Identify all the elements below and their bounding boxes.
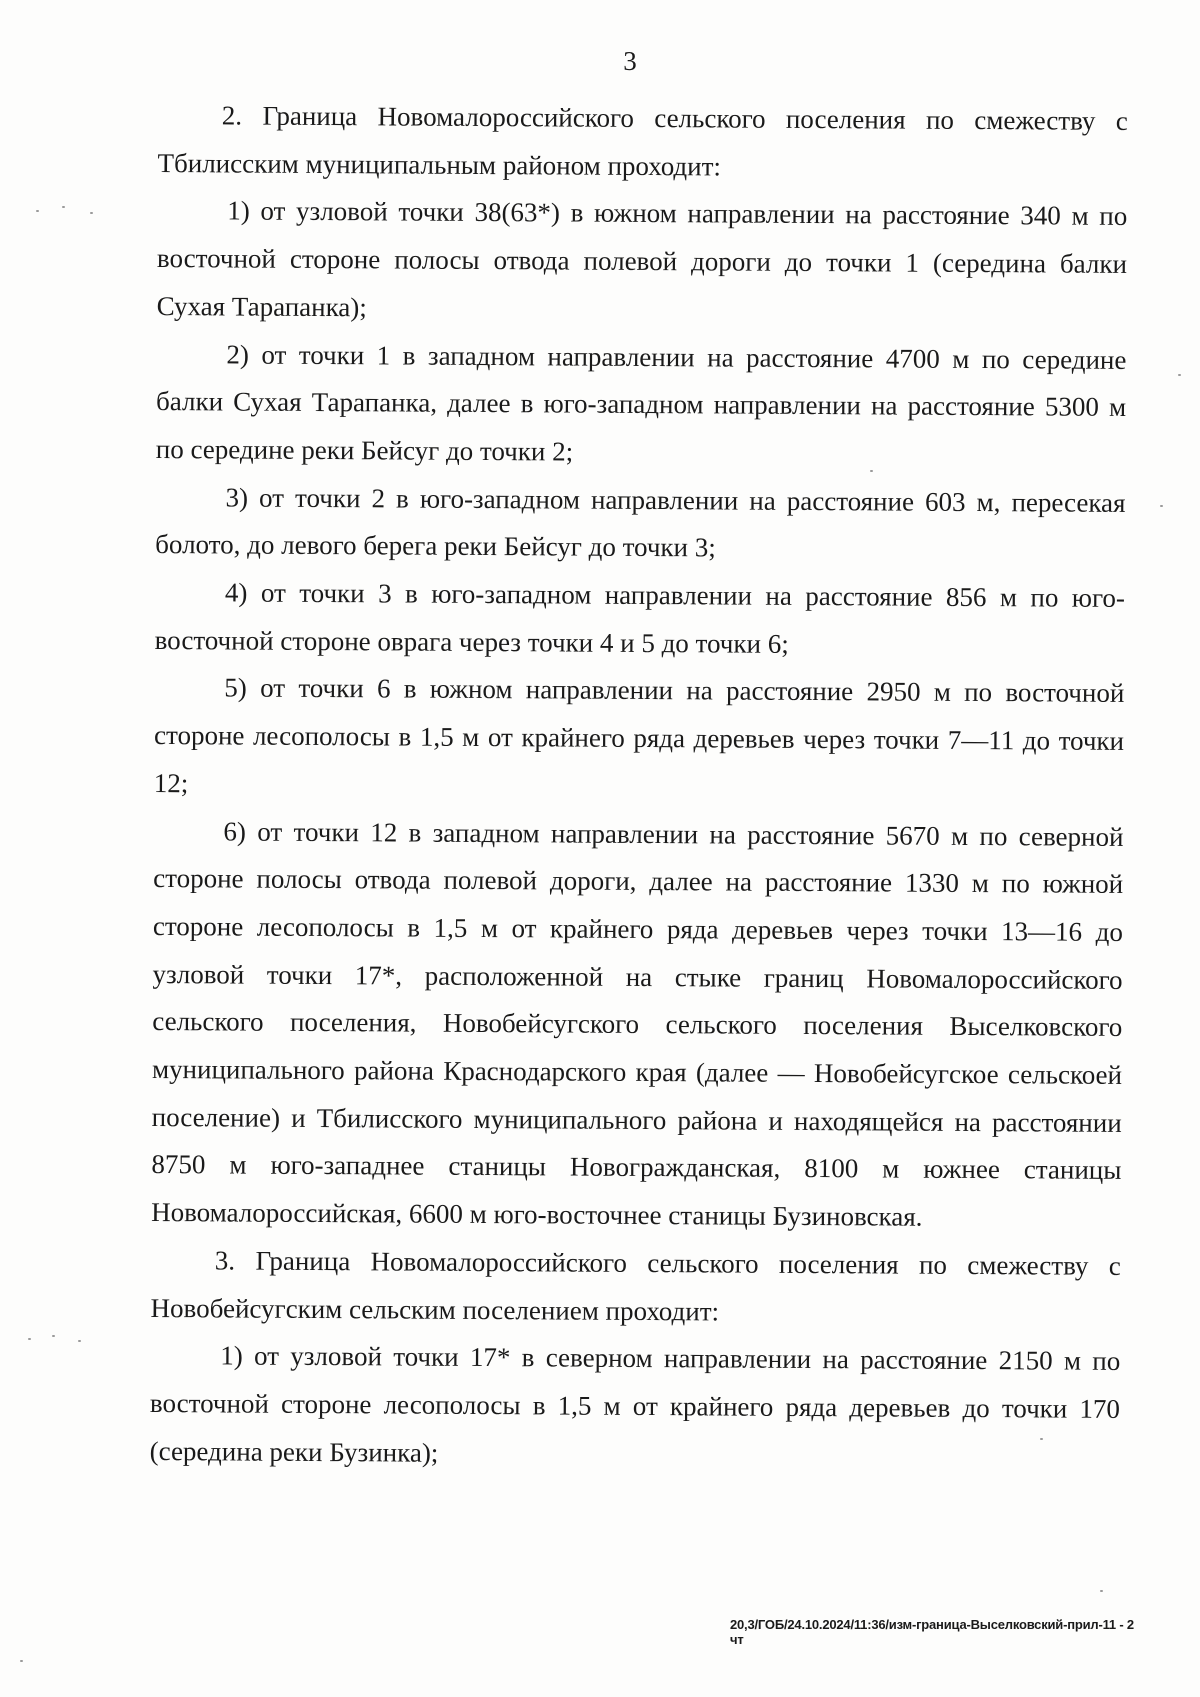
scan-speck xyxy=(1178,374,1181,376)
scan-speck xyxy=(1160,505,1163,507)
paragraph-item-2-2: 2) от точки 1 в западном направлении на расстояние 4700 м по середине балки Сухая Тарапанка, далее в юго-западном направлении на расстояние 5300 м по середине реки Бейсуг до точки 2; xyxy=(155,338,1127,467)
scan-speck xyxy=(870,470,873,472)
document-footer-stamp: 20,3/ГОБ/24.10.2024/11:36/изм-граница-Выселковский-прил-11 - 2 чт xyxy=(730,1617,1134,1647)
scan-speck xyxy=(78,1340,81,1342)
paragraph-item-3-1: 1) от узловой точки 17* в северном направлении на расстояние 2150 м по восточной стороне лесополосы в 1,5 м от крайнего ряда деревьев до точки 170 (середина реки Бузинка); xyxy=(149,1340,1121,1468)
scan-speck xyxy=(52,1335,55,1337)
paragraph-item-2-4: 4) от точки 3 в юго-западном направлении на расстояние 856 м по юго-восточной стороне оврага через точки 4 и 5 до точки 6; xyxy=(154,577,1126,659)
page-number: 3 xyxy=(623,46,637,76)
document-body xyxy=(150,92,1128,1481)
scan-speck xyxy=(28,1338,31,1340)
scan-speck xyxy=(36,210,39,212)
scan-speck xyxy=(20,1660,23,1662)
paragraph-item-2-5: 5) от точки 6 в южном направлении на расстояние 2950 м по восточной стороне лесополосы в 1,5 м от крайнего ряда деревьев через точки 7—11 до точки 12; xyxy=(153,672,1125,799)
scan-speck xyxy=(90,212,93,214)
scan-speck xyxy=(1040,1438,1043,1440)
paragraph-item-2-1: 1) от узловой точки 38(63*) в южном направлении на расстояние 340 м по восточной стороне полосы отвода полевой дороги до точки 1 (середина балки Сухая Тарапанка); xyxy=(156,195,1128,323)
scan-speck xyxy=(1100,1590,1103,1592)
paragraph-section-2: 2. Граница Новомалороссийского сельского поселения по смежеству с Тбилисским муниципальным районом проходит: xyxy=(157,100,1128,182)
scan-speck xyxy=(62,206,65,208)
paragraph-item-2-3: 3) от точки 2 в юго-западном направлении на расстояние 603 м, пересекая болото, до левого берега реки Бейсуг до точки 3; xyxy=(155,482,1126,563)
paragraph-section-3: 3. Граница Новомалороссийского сельского поселения по смежеству с Новобейсугским сельским поселением проходит: xyxy=(150,1245,1121,1327)
paragraph-item-2-6: 6) от точки 12 в западном направлении на расстояние 5670 м по северной стороне полосы отвода полевой дороги, далее на расстояние 1330 м по южной стороне лесополосы в 1,5 м от крайнего ряда деревьев через точки 13—16 до узловой точки 17*, расположенной на стыке границ Новомалороссийского сельского поселения, Новобейсугского сельского поселения Выселковского муниципального района Краснодарского края (далее — Новобейсугское сельскоей поселение) и Тбилисского муниципального района и находящейся на расстоянии 8750 м юго-западнее станицы Новогражданская, 8100 м южнее станицы Новомалороссийская, 6600 м юго-восточнее станицы Бузиновская. xyxy=(151,815,1124,1232)
